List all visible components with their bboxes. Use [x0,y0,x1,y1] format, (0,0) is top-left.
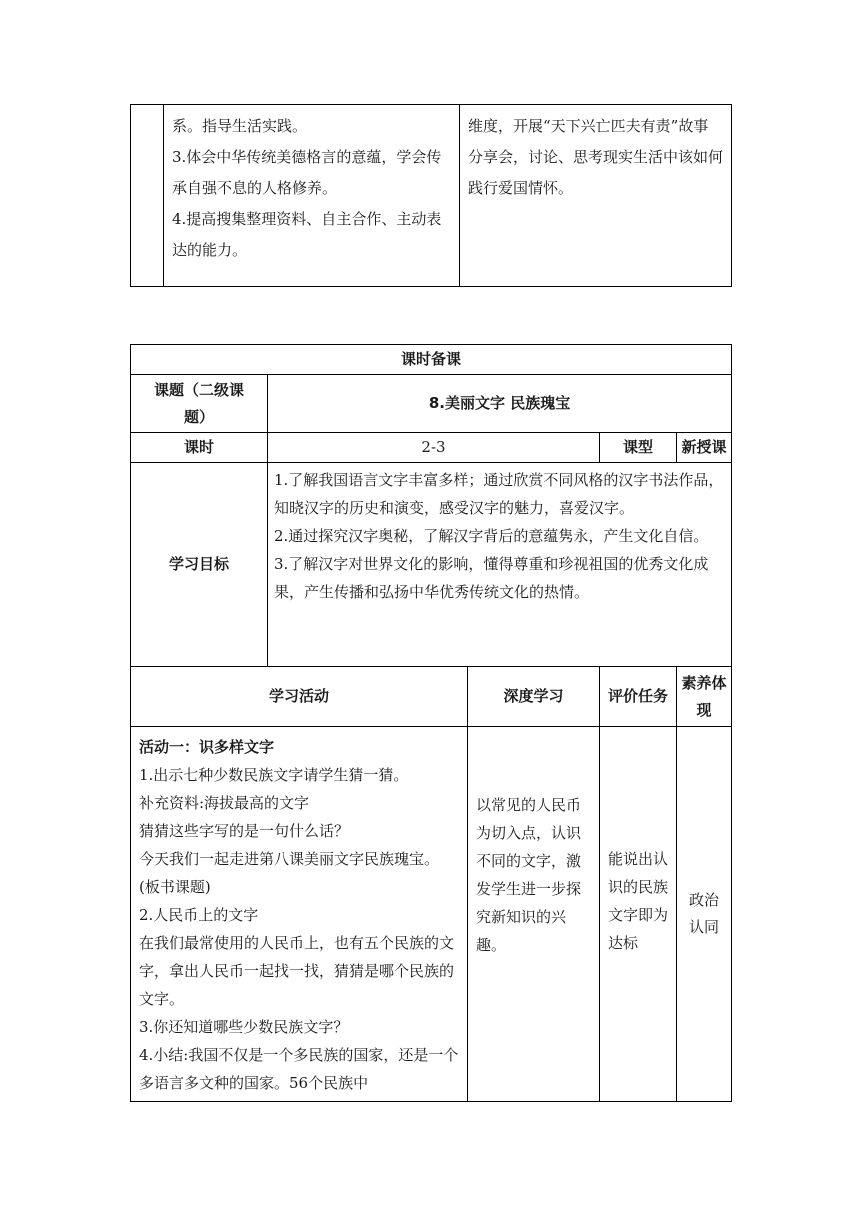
goal-item: 2.通过探究汉字奥秘，了解汉字背后的意蕴隽永，产生文化自信。 [274,527,709,545]
lesson-header: 课时备课 [131,345,732,375]
activity-line: 在我们最常使用的人民币上，也有五个民族的文字，拿出人民币一起找一找，猜猜是哪个民族的文字。 [139,934,455,1008]
lesson-plan-table [130,344,732,1102]
topic-label: 课题（二级课题） [131,375,268,433]
activity-line: 3.你还知道哪些少数民族文字？ [139,1018,349,1036]
goals-cell [268,463,732,667]
activity-line: 补充资料:海拔最高的文字 [139,794,310,812]
goal-item: 3.了解汉字对世界文化的影响，懂得尊重和珍视祖国的优秀文化成果，产生传播和弘扬中华优秀传统文化的热情。 [274,555,709,601]
deep-learning-cell [468,727,600,1102]
top-goal-line: 系。指导生活实践。 [172,117,308,135]
activity-line: 猜猜这些字写的是一句什么话？ [139,822,350,840]
activity-line: 2.人民币上的文字 [139,906,259,924]
goal-item: 1.了解我国语言文字丰富多样；通过欣赏不同风格的汉字书法作品，知晓汉字的历史和演变，感受汉字的魅力，喜爱汉字。 [274,471,724,517]
hours-label: 课时 [131,433,268,463]
col-literacy-header: 素养体现 [677,667,732,727]
activity-line: 今天我们一起走进第八课美丽文字民族瑰宝。(板书课题) [139,850,440,896]
col-activity-header: 学习活动 [131,667,468,727]
literacy-cell [677,727,732,1102]
type-value: 新授课 [677,433,732,463]
top-goal-line: 4.提高搜集整理资料、自主合作、主动表达的能力。 [172,210,442,259]
hours-value: 2-3 [268,433,600,463]
activity-cell [131,727,468,1102]
topic-value: 8.美丽文字 民族瑰宝 [268,375,732,433]
top-activity-text: 维度，开展“天下兴亡匹夫有责”故事分享会，讨论、思考现实生活中该如何践行爱国情怀。 [468,117,724,197]
activity-line: 4.小结:我国不仅是一个多民族的国家，还是一个多语言多文种的国家。56个民族中 [139,1046,459,1092]
goals-label: 学习目标 [131,463,268,667]
top-table [130,104,732,287]
evaluation-text: 能说出认识的民族文字即为达标 [608,850,669,952]
col-deep-header: 深度学习 [468,667,600,727]
type-label: 课型 [600,433,677,463]
col-eval-header: 评价任务 [600,667,677,727]
top-table-left-margin-cell [131,105,164,287]
top-table-activity-cell [460,105,732,287]
activity-title: 活动一：识多样文字 [139,738,275,756]
top-table-goals-cell [164,105,460,287]
top-goal-line: 3.体会中华传统美德格言的意蕴，学会传承自强不息的人格修养。 [172,148,442,197]
literacy-text: 政治认同 [689,891,720,936]
evaluation-cell [600,727,677,1102]
activity-line: 1.出示七种少数民族文字请学生猜一猜。 [139,766,409,784]
deep-learning-text: 以常见的人民币为切入点，认识不同的文字，激发学生进一步探究新知识的兴趣。 [476,796,582,954]
